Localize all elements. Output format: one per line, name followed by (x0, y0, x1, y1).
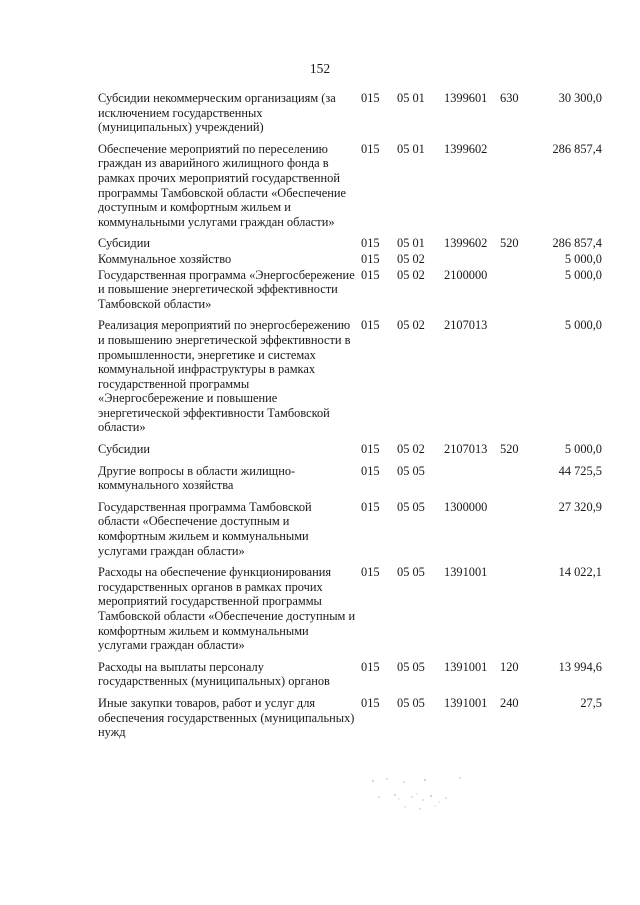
row-section: 05 02 (397, 318, 425, 333)
row-ved: 015 (361, 659, 380, 674)
row-ved: 015 (361, 499, 380, 514)
row-sum: 27,5 (580, 695, 602, 710)
row-ved: 015 (361, 565, 380, 580)
row-description: Государственная программа Тамбовской области «Обеспечение доступным и комфортным жильем и коммунальными услугами граждан области» (98, 499, 312, 558)
table-row (0, 142, 640, 230)
row-ved: 015 (361, 442, 380, 457)
row-section: 05 01 (397, 236, 425, 251)
row-ved: 015 (361, 463, 380, 478)
row-target-article: 1391001 (444, 565, 488, 580)
row-sum: 5 000,0 (564, 251, 602, 266)
row-sum: 44 725,5 (558, 463, 602, 478)
table-row (0, 91, 640, 135)
row-description: Субсидии некоммерческим организациям (за исключением государственных (муниципальных) учреждений) (98, 91, 336, 135)
row-sum: 286 857,4 (552, 141, 602, 156)
table-row (0, 464, 640, 493)
row-description: Расходы на выплаты персоналу государственных (муниципальных) органов (98, 659, 330, 689)
row-sum: 5 000,0 (564, 267, 602, 282)
row-description: Расходы на обеспечение функционирования государственных органов в рамках прочих мероприятий государственной программы Тамбовской области «Обеспечение доступным и комфортным жильем и коммунальными услугами граждан области» (98, 565, 356, 653)
table-row (0, 660, 640, 689)
row-section: 05 01 (397, 91, 425, 105)
row-ved: 015 (361, 91, 380, 105)
row-target-article: 1391001 (444, 659, 488, 674)
row-target-article: 1399601 (444, 91, 488, 105)
row-sum: 27 320,9 (558, 499, 602, 514)
row-target-article: 2100000 (444, 267, 488, 282)
row-ved: 015 (361, 695, 380, 710)
page-number: 152 (309, 61, 331, 76)
budget-table (0, 91, 640, 747)
row-ved: 015 (361, 141, 380, 156)
row-description: Государственная программа «Энергосбережение и повышение энергетической эффективности Тамбовской области» (98, 267, 355, 311)
row-section: 05 02 (397, 442, 425, 457)
row-expense-type: 630 (500, 91, 519, 105)
row-description: Иные закупки товаров, работ и услуг для обеспечения государственных (муниципальных) нужд (98, 695, 355, 740)
row-target-article: 1399602 (444, 141, 488, 156)
row-description: Субсидии (98, 236, 150, 251)
row-section: 05 01 (397, 141, 425, 156)
table-row (0, 318, 640, 435)
row-description: Обеспечение мероприятий по переселению граждан из аварийного жилищного фонда в рамках прочих мероприятий государственной программы Тамбовской области «Обеспечение доступным и комфортным жильем и коммунальными услугами граждан области» (98, 141, 347, 229)
row-sum: 5 000,0 (564, 442, 602, 457)
table-row (0, 500, 640, 558)
row-description: Реализация мероприятий по энергосбережению и повышению энергетической эффективности в промышленности, энергетике и системах коммунальной инфраструктуры в рамках государственной программы «Энергосбережение и повышение энергетической эффективности Тамбовской области» (98, 318, 351, 435)
row-section: 05 05 (397, 565, 425, 580)
row-sum: 30 300,0 (558, 91, 602, 105)
row-sum: 13 994,6 (558, 659, 602, 674)
row-target-article: 1399602 (444, 236, 488, 251)
table-row (0, 252, 640, 267)
row-section: 05 05 (397, 499, 425, 514)
row-section: 05 05 (397, 463, 425, 478)
row-section: 05 05 (397, 695, 425, 710)
row-section: 05 02 (397, 251, 425, 266)
row-sum: 5 000,0 (564, 318, 602, 333)
row-sum: 14 022,1 (558, 565, 602, 580)
row-expense-type: 120 (500, 659, 519, 674)
row-expense-type: 240 (500, 695, 519, 710)
row-ved: 015 (361, 236, 380, 251)
row-target-article: 1391001 (444, 695, 488, 710)
table-row (0, 696, 640, 740)
row-target-article: 2107013 (444, 442, 488, 457)
row-ved: 015 (361, 318, 380, 333)
scan-noise (365, 775, 475, 815)
row-description: Другие вопросы в области жилищно-коммунального хозяйства (98, 463, 296, 493)
row-expense-type: 520 (500, 236, 519, 251)
row-target-article: 2107013 (444, 318, 488, 333)
table-row (0, 565, 640, 653)
row-section: 05 02 (397, 267, 425, 282)
table-row (0, 236, 640, 251)
table-row (0, 442, 640, 457)
row-sum: 286 857,4 (552, 236, 602, 251)
row-expense-type: 520 (500, 442, 519, 457)
row-target-article: 1300000 (444, 499, 488, 514)
row-description: Субсидии (98, 442, 150, 457)
row-ved: 015 (361, 267, 380, 282)
row-description: Коммунальное хозяйство (98, 251, 232, 266)
row-ved: 015 (361, 251, 380, 266)
row-section: 05 05 (397, 659, 425, 674)
table-row (0, 268, 640, 312)
